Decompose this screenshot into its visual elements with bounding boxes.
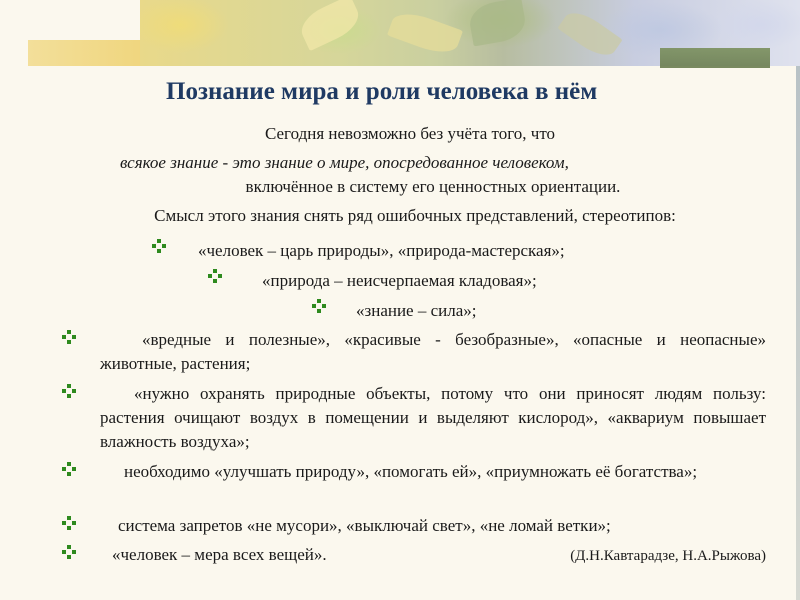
- intro-line-3: включённое в систему его ценностных ориентации.: [245, 177, 621, 196]
- bullet-diamond-icon: [62, 462, 76, 476]
- bullet-diamond-icon: [62, 516, 76, 530]
- bullet-diamond-icon: [62, 330, 76, 344]
- author-citation: (Д.Н.Кавтарадзе, Н.А.Рыжова): [570, 548, 766, 564]
- corner-decoration: [28, 40, 140, 66]
- leaf-decoration: [387, 7, 463, 59]
- bullet-diamond-icon: [62, 545, 76, 559]
- side-strip-decoration: [796, 66, 800, 600]
- leaf-decoration: [296, 0, 365, 51]
- leaf-decoration: [467, 0, 528, 46]
- leaf-decoration: [557, 5, 622, 62]
- bullet-diamond-icon: [62, 384, 76, 398]
- bullet-item-5: «нужно охранять природные объекты, потому что они приносят людям пользу: растения очищают воздух в помещении и выделяют кислород», «аквариум повышает влажность воздуха»;: [100, 384, 766, 451]
- bullet-diamond-icon: [208, 269, 222, 283]
- bullet-item-2: «природа – неисчерпаемая кладовая»;: [262, 271, 537, 290]
- bullet-item-4: «вредные и полезные», «красивые - безобразные», «опасные и неопасные» животные, растения;: [100, 330, 766, 373]
- bullet-diamond-icon: [312, 299, 326, 313]
- slide-title: Познание мира и роли человека в нём: [166, 78, 598, 105]
- intro-line-2: всякое знание - это знание о мире, опосредованное человеком,: [120, 153, 569, 172]
- header-banner-image: [140, 0, 800, 66]
- bullet-item-1: «человек – царь природы», «природа-мастерская»;: [198, 241, 565, 260]
- bullet-item-3: «знание – сила»;: [356, 301, 477, 320]
- bullet-item-7: система запретов «не мусори», «выключай свет», «не ломай ветки»;: [118, 516, 611, 535]
- banner-stripe: [660, 48, 770, 68]
- intro-line-1: Сегодня невозможно без учёта того, что: [264, 124, 556, 143]
- intro-line-4: Смысл этого знания снять ряд ошибочных представлений, стереотипов:: [154, 206, 676, 225]
- bullet-diamond-icon: [152, 239, 166, 253]
- bullet-item-8: «человек – мера всех вещей».: [112, 545, 327, 564]
- bullet-item-6: необходимо «улучшать природу», «помогать ей», «приумножать её богатства»;: [124, 462, 698, 481]
